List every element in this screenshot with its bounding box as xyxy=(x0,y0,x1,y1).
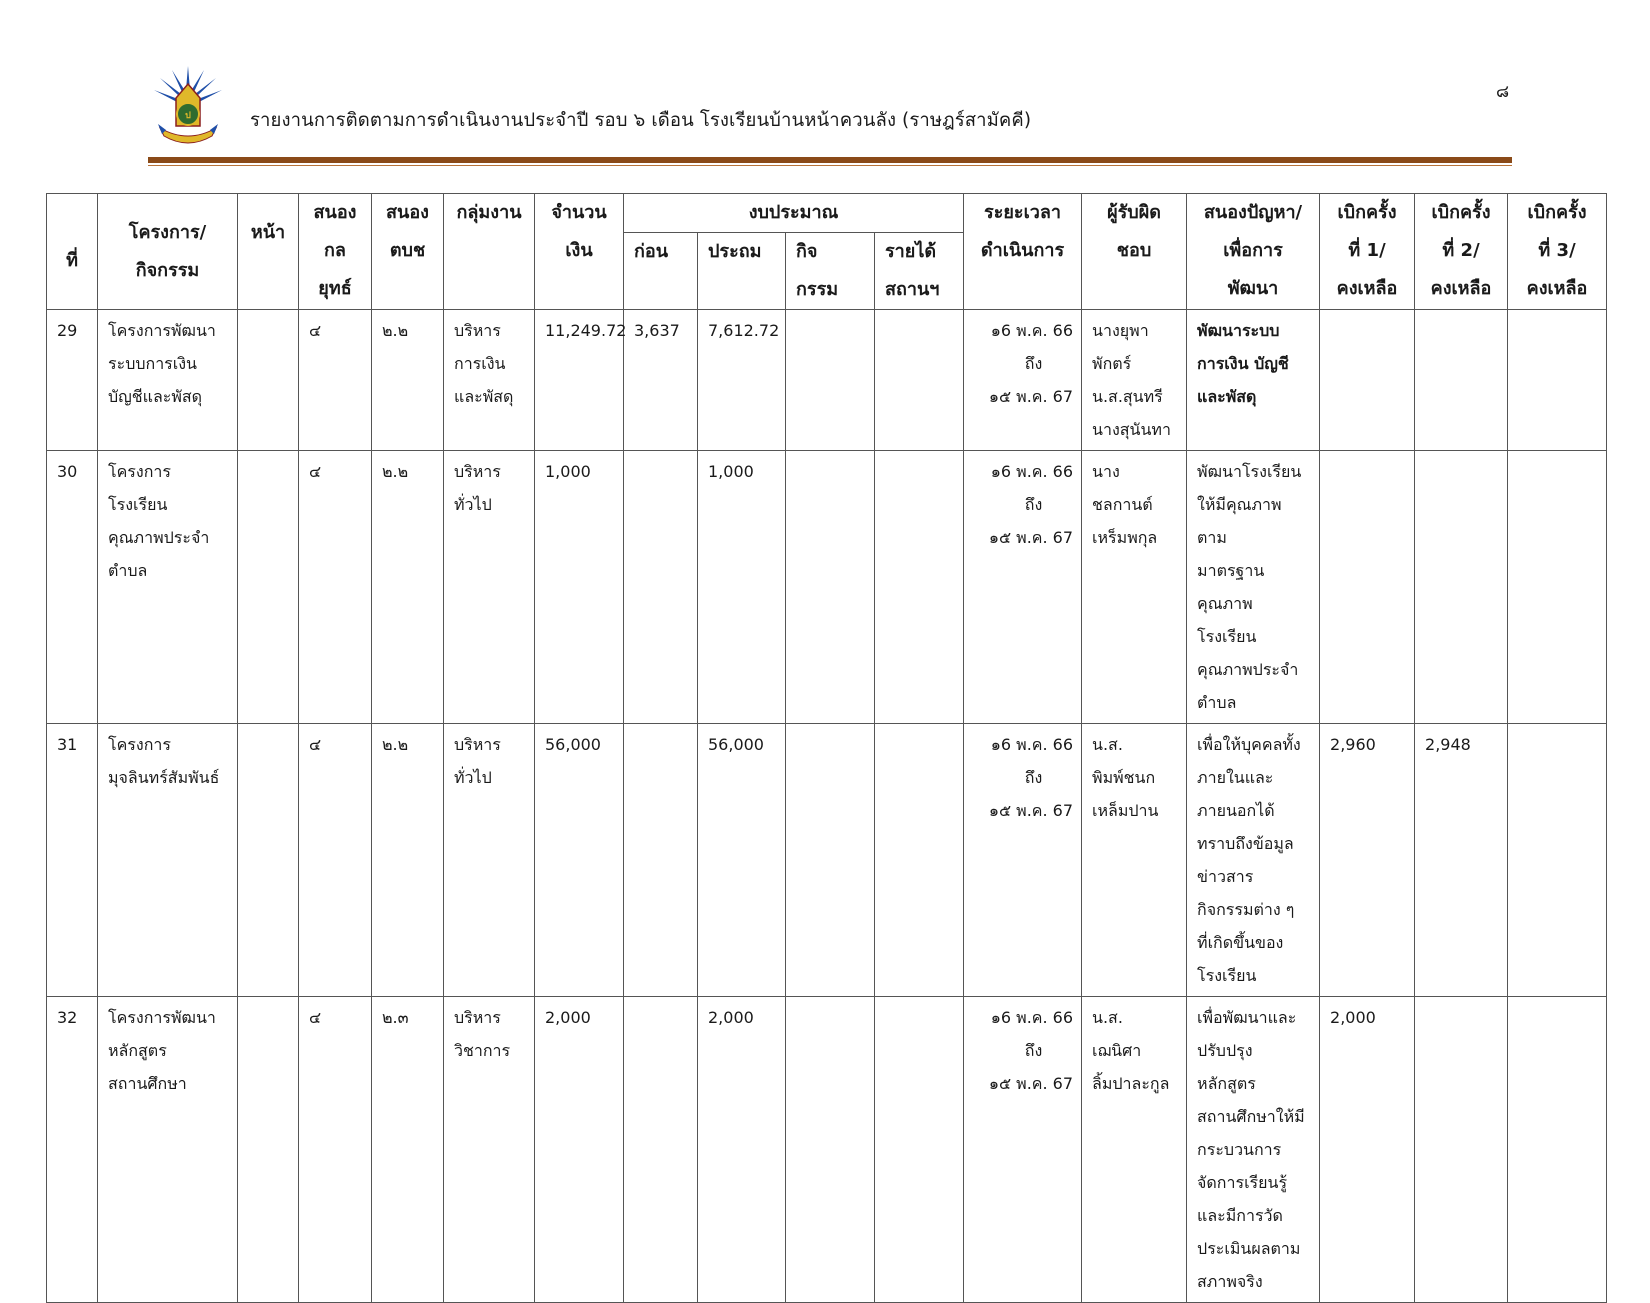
svg-text:ป: ป xyxy=(185,111,191,121)
header-responsible: ผู้รับผิด ชอบ xyxy=(1082,194,1187,310)
header-strategy: สนอง กล ยุทธ์ xyxy=(299,194,372,310)
cell-withdraw-1 xyxy=(1320,451,1415,724)
cell-project: โครงการ มุจลินทร์สัมพันธ์ xyxy=(98,724,238,997)
cell-project: โครงการพัฒนา ระบบการเงิน บัญชีและพัสดุ xyxy=(98,310,238,451)
cell-work-group: บริหาร การเงิน และพัสดุ xyxy=(444,310,535,451)
header-withdraw-2: เบิกครั้ง ที่ 2/ คงเหลือ xyxy=(1415,194,1508,310)
header-period: ระยะเวลา ดำเนินการ xyxy=(964,194,1082,310)
cell-page xyxy=(238,997,299,1303)
cell-responsible: นาง ชลกานต์ เหร็มพกุล xyxy=(1082,451,1187,724)
cell-withdraw-1: 2,960 xyxy=(1320,724,1415,997)
cell-activity xyxy=(786,310,875,451)
cell-strategy: ๔ xyxy=(299,997,372,1303)
cell-project: โครงการพัฒนา หลักสูตร สถานศึกษา xyxy=(98,997,238,1303)
cell-strategy: ๔ xyxy=(299,451,372,724)
table-row xyxy=(47,451,1607,724)
cell-respond: เพื่อให้บุคคลทั้ง ภายในและ ภายนอกได้ ทราบถึงข้อมูล ข่าวสาร กิจกรรมต่าง ๆ ที่เกิดขึ้นของ โรงเรียน xyxy=(1187,724,1320,997)
cell-withdraw-3 xyxy=(1508,724,1607,997)
header-withdraw-3: เบิกครั้ง ที่ 3/ คงเหลือ xyxy=(1508,194,1607,310)
cell-withdraw-2: 2,948 xyxy=(1415,724,1508,997)
report-title: รายงานการติดตามการดำเนินงานประจำปี รอบ ๖ เดือน โรงเรียนบ้านหน้าควนลัง (ราษฎร์สามัคคี) xyxy=(250,110,1032,131)
cell-no: 29 xyxy=(47,310,98,451)
header-budget-income: รายได้ สถานฯ xyxy=(875,233,964,310)
cell-amount: 1,000 xyxy=(535,451,624,724)
cell-activity xyxy=(786,997,875,1303)
cell-work-group: บริหาร ทั่วไป xyxy=(444,451,535,724)
cell-withdraw-1 xyxy=(1320,310,1415,451)
cell-period: ๑6 พ.ค. 66 ถึง ๑๕ พ.ค. 67 xyxy=(964,997,1082,1303)
cell-before xyxy=(624,997,698,1303)
cell-amount: 56,000 xyxy=(535,724,624,997)
cell-primary: 2,000 xyxy=(698,997,786,1303)
cell-period: ๑6 พ.ค. 66 ถึง ๑๕ พ.ค. 67 xyxy=(964,451,1082,724)
cell-before xyxy=(624,724,698,997)
cell-strategy: ๔ xyxy=(299,724,372,997)
cell-period: ๑6 พ.ค. 66 ถึง ๑๕ พ.ค. 67 xyxy=(964,724,1082,997)
cell-income xyxy=(875,451,964,724)
cell-indicator: ๒.๓ xyxy=(372,997,444,1303)
cell-page xyxy=(238,724,299,997)
cell-responsible: น.ส. เฌนิศา ลิ้มปาละกูล xyxy=(1082,997,1187,1303)
header-work-group: กลุ่มงาน xyxy=(444,194,535,310)
cell-amount: 11,249.72 xyxy=(535,310,624,451)
header-budget-activity: กิจ กรรม xyxy=(786,233,875,310)
cell-strategy: ๔ xyxy=(299,310,372,451)
header-budget-primary: ประถม xyxy=(698,233,786,310)
school-emblem-icon xyxy=(150,64,226,150)
cell-indicator: ๒.๒ xyxy=(372,310,444,451)
cell-withdraw-1: 2,000 xyxy=(1320,997,1415,1303)
cell-primary: 1,000 xyxy=(698,451,786,724)
table-row xyxy=(47,724,1607,997)
cell-primary: 56,000 xyxy=(698,724,786,997)
table-row xyxy=(47,997,1607,1303)
cell-respond: เพื่อพัฒนาและ ปรับปรุง หลักสูตร สถานศึกษาให้มี กระบวนการ จัดการเรียนรู้ และมีการวัด ประเมินผลตาม สภาพจริง xyxy=(1187,997,1320,1303)
cell-primary: 7,612.72 xyxy=(698,310,786,451)
cell-project: โครงการโรงเรียน คุณภาพประจำ ตำบล xyxy=(98,451,238,724)
header-indicator: สนอง ตบช xyxy=(372,194,444,310)
header-no: ที่ xyxy=(47,194,98,310)
cell-before: 3,637 xyxy=(624,310,698,451)
cell-withdraw-2 xyxy=(1415,310,1508,451)
cell-withdraw-3 xyxy=(1508,310,1607,451)
cell-period: ๑6 พ.ค. 66 ถึง ๑๕ พ.ค. 67 xyxy=(964,310,1082,451)
cell-indicator: ๒.๒ xyxy=(372,451,444,724)
cell-income xyxy=(875,724,964,997)
cell-work-group: บริหาร วิชาการ xyxy=(444,997,535,1303)
cell-activity xyxy=(786,451,875,724)
table-row xyxy=(47,310,1607,451)
cell-income xyxy=(875,310,964,451)
cell-amount: 2,000 xyxy=(535,997,624,1303)
cell-work-group: บริหาร ทั่วไป xyxy=(444,724,535,997)
cell-withdraw-2 xyxy=(1415,997,1508,1303)
header-budget-before: ก่อน xyxy=(624,233,698,310)
cell-income xyxy=(875,997,964,1303)
header-respond: สนองปัญหา/ เพื่อการ พัฒนา xyxy=(1187,194,1320,310)
cell-withdraw-3 xyxy=(1508,997,1607,1303)
header-budget: งบประมาณ xyxy=(624,194,964,233)
cell-page xyxy=(238,451,299,724)
cell-page xyxy=(238,310,299,451)
cell-before xyxy=(624,451,698,724)
header-withdraw-1: เบิกครั้ง ที่ 1/ คงเหลือ xyxy=(1320,194,1415,310)
header-rule-thin xyxy=(148,165,1512,166)
cell-no: 32 xyxy=(47,997,98,1303)
page-number: ๘ xyxy=(1496,82,1510,102)
cell-indicator: ๒.๒ xyxy=(372,724,444,997)
cell-no: 30 xyxy=(47,451,98,724)
cell-activity xyxy=(786,724,875,997)
header-rule xyxy=(148,157,1512,163)
header-project: โครงการ/ กิจกรรม xyxy=(98,194,238,310)
header-page: หน้า xyxy=(238,194,299,310)
cell-responsible: น.ส. พิมพ์ชนก เหล็มปาน xyxy=(1082,724,1187,997)
header-amount: จำนวน เงิน xyxy=(535,194,624,310)
cell-withdraw-3 xyxy=(1508,451,1607,724)
project-table xyxy=(46,193,1607,1303)
cell-respond: พัฒนาโรงเรียน ให้มีคุณภาพตาม มาตรฐาน คุณภาพโรงเรียน คุณภาพประจำ ตำบล xyxy=(1187,451,1320,724)
cell-no: 31 xyxy=(47,724,98,997)
cell-respond: พัฒนาระบบ การเงิน บัญชี และพัสดุ xyxy=(1187,310,1320,451)
cell-responsible: นางยุพา พักตร์ น.ส.สุนทรี นางสุนันทา xyxy=(1082,310,1187,451)
cell-withdraw-2 xyxy=(1415,451,1508,724)
